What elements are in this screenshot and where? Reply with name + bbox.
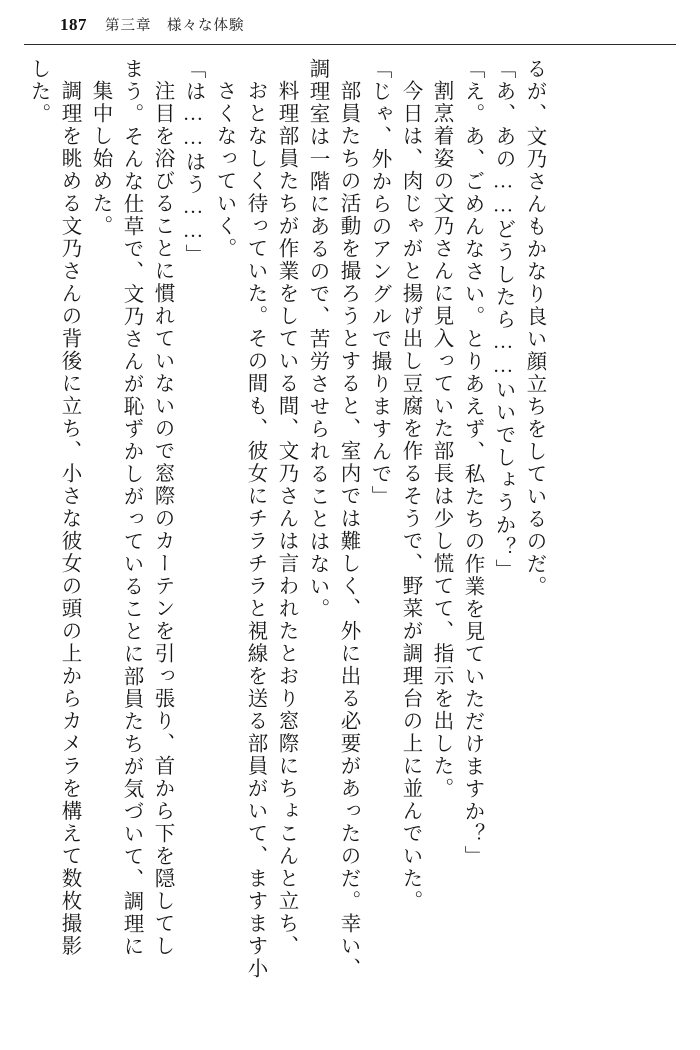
text-column: さくなっていく。 xyxy=(213,80,235,260)
vertical-text-columns xyxy=(22,58,549,1033)
text-column: るが、文乃さんもかなり良い顔立ちをしているのだ。 xyxy=(523,58,545,598)
body-text-area xyxy=(22,58,678,1033)
text-column: 注目を浴びることに慣れていないので窓際のカーテンを引っ張り、首から下を隠してし xyxy=(151,80,173,958)
text-column: 「じゃ、外からのアングルで撮りますんで」 xyxy=(368,58,390,508)
text-column: 調理を眺める文乃さんの背後に立ち、小さな彼女の頭の上からカメラを構えて数枚撮影 xyxy=(58,80,80,958)
chapter-title: 第三章 様々な体験 xyxy=(105,18,245,34)
text-column: 「あ、あの……どうしたら……いいでしょうか？」 xyxy=(492,58,514,582)
text-column: 今日は、肉じゃがと揚げ出し豆腐を作るそうで、野菜が調理台の上に並んでいた。 xyxy=(399,80,421,913)
page-header xyxy=(0,14,700,40)
text-column: おとなしく待っていた。その間も、彼女にチラチラと視線を送る部員がいて、ますます小 xyxy=(244,80,266,980)
text-column: 割烹着姿の文乃さんに見入っていた部長は少し慌てて、指示を出した。 xyxy=(430,80,452,800)
text-column: 「え。あ、ごめんなさい。とりあえず、私たちの作業を見ていただけますか？」 xyxy=(461,58,483,868)
text-column: 料理部員たちが作業をしている間、文乃さんは言われたとおり窓際にちょこんと立ち、 xyxy=(275,80,297,958)
text-column: 部員たちの活動を撮ろうとすると、室内では難しく、外に出る必要があったのだ。幸い、 xyxy=(337,80,359,980)
text-column: 調理室は一階にあるので、苦労させられることはない。 xyxy=(306,58,328,621)
page-number: 187 xyxy=(60,15,87,34)
text-column: 集中し始めた。 xyxy=(89,80,111,238)
text-column: 「は……はう……」 xyxy=(182,58,204,267)
header-rule xyxy=(24,44,676,45)
text-column: まう。そんな仕草で、文乃さんが恥ずかしがっていることに部員たちが気づいて、調理に xyxy=(120,58,142,958)
text-column: した。 xyxy=(27,58,49,126)
